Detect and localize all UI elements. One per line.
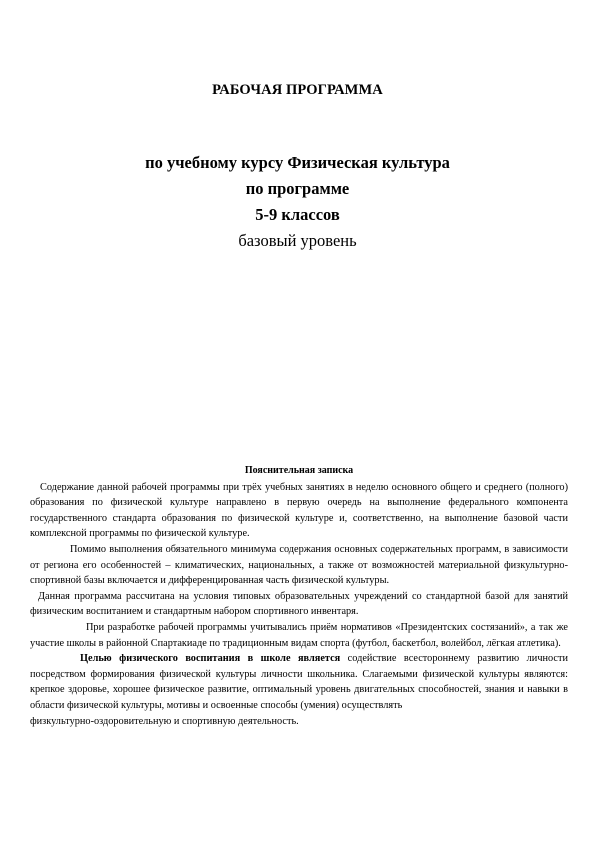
explanatory-note bbox=[30, 463, 568, 729]
note-paragraph-6: физкультурно-оздоровительную и спортивную деятельность. bbox=[30, 715, 299, 727]
grades-line: 5-9 классов bbox=[255, 205, 340, 224]
goal-emphasis: Целью физического воспитания в школе является bbox=[80, 653, 341, 665]
course-heading bbox=[0, 150, 595, 254]
level-line: базовый уровень bbox=[238, 231, 357, 250]
program-line: по программе bbox=[245, 179, 350, 198]
note-paragraph-1: Содержание данной рабочей программы при трёх учебных занятиях в неделю основного общего и среднего (полного) образования по физической культуре направлено в первую очередь на выполнение федерального компонента государственного стандарта образования по физической культуре и, соответственно, на выполнение базовой части комплексной программы по физической культуре. bbox=[30, 481, 568, 540]
note-paragraph-5 bbox=[30, 651, 568, 713]
goal-text: содействие всестороннему развитию личности посредством формирования физической культуры личности школьника. Слагаемыми физической культуры являются: крепкое здоровье, хорошее физическое развитие, оптимальный уровень двигательных способностей, знания и навыки в области физической культуры, мотивы и освоенные способы (умения) осуществлять bbox=[30, 653, 568, 711]
note-heading: Пояснительная записка bbox=[244, 465, 354, 476]
note-paragraph-3: Данная программа рассчитана на условия типовых образовательных учреждений со стандартной базой для занятий физическим воспитанием и стандартным набором спортивного инвентаря. bbox=[30, 590, 568, 618]
document-title: РАБОЧАЯ ПРОГРАММА bbox=[212, 82, 383, 98]
note-paragraph-4: При разработке рабочей программы учитывались приём нормативов «Президентских состязаний», а так же участие школы в районной Спартакиаде по традиционным видам спорта (футбол, баскетбол, волейбол, лёгкая атлетика). bbox=[30, 621, 568, 649]
course-name-line: по учебному курсу Физическая культура bbox=[145, 153, 450, 172]
note-paragraph-2: Помимо выполнения обязательного минимума содержания основных содержательных программ, в зависимости от региона его особенностей – климатических, национальных, а также от возможностей материальной физкультурно-спортивной базы включается и дифференцированная часть физической культуры. bbox=[30, 543, 568, 587]
